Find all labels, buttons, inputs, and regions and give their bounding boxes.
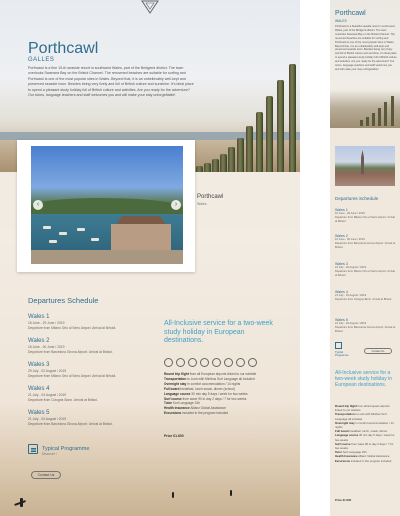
mobile-page-title: Porthcawl [335, 10, 366, 17]
departure-item [28, 386, 178, 402]
mobile-departure-item: Wales 1 16 June - 29 June / 2019 Departure from Milano Orio al Serio Airport. Arrival at Bristol. [335, 208, 395, 223]
feature-item: Health Insurance Allianz Global Assistance [335, 454, 390, 459]
all-inclusive-heading: All-Inclusive service for a two-week study holiday in European destinations. [164, 320, 273, 345]
departure-item [28, 362, 178, 378]
harbour-photo [31, 146, 183, 264]
gallery-title: Porthcawl [197, 194, 224, 200]
page-title: Porthcawl [28, 40, 99, 57]
feature-item: Overnight stay in comfort accommodation / 14 nights [164, 381, 241, 386]
departure-title: Wales 2 [28, 338, 50, 344]
feature-item: Tutor Surf Language 24h [164, 401, 200, 406]
bus-icon [176, 358, 185, 367]
departure-dates: 16 June - 30 June / 2019 [28, 345, 65, 349]
departure-route: Departure from Cologne-Bonn. Arrival at Bristol. [28, 397, 98, 402]
features-list [164, 372, 284, 416]
sea [0, 132, 300, 140]
schedule-title: Departures Schedule [28, 296, 99, 305]
typical-programme-title: Typical Programme [42, 446, 90, 452]
feature-item: Surf course from wave 90 to day 2 days / 7 for two weeks [164, 396, 247, 401]
departure-dates: 16 June - 29 June / 2019 [28, 321, 65, 325]
gallery-card [17, 140, 195, 272]
gallery-location: Wales [197, 202, 207, 206]
feature-item: Transportation to Lush with Minibus Surf Language all included [164, 376, 255, 381]
feature-item: Excursions included in the program included [164, 411, 229, 416]
service-icons [164, 358, 257, 368]
mobile-page-subtitle: WALES [335, 19, 347, 23]
mobile-price: Price €1.600 [335, 498, 352, 502]
feature-item: Surf course from wave 90 to day 2 days / 7 for two weeks [335, 441, 394, 451]
departure-title: Wales 5 [28, 410, 50, 416]
mobile-contact-us-button[interactable]: Contact Us [364, 348, 392, 354]
mobile-document-icon[interactable] [335, 342, 342, 349]
departure-route: Departure from Milano Orio al Serio Airport. Arrival at Bristol. [28, 325, 117, 330]
mobile-schedule-title: Departures Schedule [335, 196, 379, 201]
departure-dates: 21 July - 04 August / 2019 [28, 393, 67, 397]
mobile-departure-item: Wales 3 21 July - 02 August / 2019 Departure from Milano Orio al Serio Airport. Arrival at Bristol. [335, 262, 395, 277]
feature-item: Transportation to Lush with Minibus Surf Language all included [335, 412, 387, 421]
departure-item [28, 338, 178, 354]
intro-text: Porthcawl is a fine 19-th seaside resort in southwest Wales, part of the Bridgend district. The town overlooks Swansea Bay on the Bristol Channel. The renowned beaches are suitable for surfing and Porthcawl is one of the most popular sites in Wales. Beyond that, it is an unbelievably well-kept and preserved seaside town. Besides being very lively and full of British culture and sunshine. It's ideal place to spend a pleasant study holiday full of British culture and activities. Are you ready for the adventure? Our tutors, language teachers and staff welcomes you and will make your stay unforgettable! [28, 66, 194, 98]
mobile-all-inclusive-heading: All-Inclusive service for a two-week study holiday in European destinations. [335, 370, 392, 389]
feature-item: Full board breakfast, lunch, snack, dinner [335, 429, 388, 434]
gallery-prev-button[interactable]: ‹ [33, 200, 43, 210]
departure-title: Wales 4 [28, 386, 50, 392]
mobile-town-photo [335, 146, 395, 186]
mobile-page [330, 0, 400, 516]
departure-dates: 21 July - 04 August / 2019 [28, 417, 67, 421]
contact-us-button[interactable]: Contact Us [31, 471, 61, 479]
feature-item: Language course 30 min day 5 days / week for two weeks [335, 433, 395, 442]
mobile-intro-text: Porthcawl is a beautiful seaside resort in south-west Wales, part of the Bridgend district. The town overlooks Swansea Bay on the Bristol Channel. The renowned beaches are suitable for surfing and Porthcawl is one of the most popular sites in Wales. Beyond that, it is an unbelievably well-kept and preserved seaside town. Besides being very lively and full of British culture and sunshine. It's ideal place to spend a pleasant study holiday full of British culture and activities. Are you ready for the adventure? Our tutors, language teachers and staff welcomes you and will make your stay unforgettable! [335, 25, 397, 71]
insurance-icon [248, 358, 257, 367]
departure-title: Wales 1 [28, 314, 50, 320]
departure-item [28, 314, 178, 330]
gallery-next-button[interactable]: › [171, 200, 181, 210]
mobile-departure-item: Wales 4 21 July - 04 August / 2019 Departure from Cologne-Bonn. Arrival at Bristol. [335, 290, 392, 301]
feature-item: Overnight stay in comfort accommodation / 14 nights [335, 420, 394, 430]
discover-link[interactable]: Discover › [42, 452, 57, 456]
departure-title: Wales 3 [28, 362, 50, 368]
feature-item: Round trip flight from all European airports linked to our website [335, 404, 390, 413]
plane-icon [164, 358, 173, 367]
price: Price €1.600 [164, 434, 184, 438]
mobile-departure-item: Wales 5 21 July - 04 August / 2019 Departure from Barcelona Girona Airport. Arrival at Bristol. [335, 318, 396, 333]
feature-item: Language course 30 min day 5 days / week for two weeks [164, 391, 248, 396]
typical-programme-link[interactable] [28, 444, 89, 454]
book-icon [212, 358, 221, 367]
mobile-typical-programme[interactable]: Typical Programme [335, 351, 349, 358]
feature-item: Tutor Surf Language 24h [335, 450, 367, 455]
departure-dates: 29 July - 02 August / 2019 [28, 369, 67, 373]
tutor-icon [236, 358, 245, 367]
food-icon [200, 358, 209, 367]
document-icon [28, 444, 38, 454]
feature-item: Health Insurance Allianz Global Assistance [164, 406, 227, 411]
feature-item: Full board breakfast, lunch snack, dinner (school) [164, 386, 235, 391]
logo-icon[interactable] [140, 0, 160, 14]
mobile-features-list [335, 404, 397, 463]
feature-item: Excursions included in the program included [335, 458, 392, 463]
bed-icon [188, 358, 197, 367]
departure-route: Departure from Barcelona Girona Airport. Arrival at Bristol. [28, 421, 113, 426]
departure-route: Departure from Milano Orio al Serio Airport. Arrival at Bristol. [28, 373, 117, 378]
feature-item: Round trip flight from all European airports linked to our website [164, 372, 257, 376]
mobile-departure-item: Wales 2 16 June - 30 June / 2019 Departure from Barcelona Girona Airport. Arrival at Bristol. [335, 234, 396, 249]
surf-icon [224, 358, 233, 367]
page-subtitle: GALLES [28, 57, 55, 63]
departure-item [28, 410, 178, 426]
departure-route: Departure from Barcelona Girona Airport. Arrival at Bristol. [28, 349, 113, 354]
